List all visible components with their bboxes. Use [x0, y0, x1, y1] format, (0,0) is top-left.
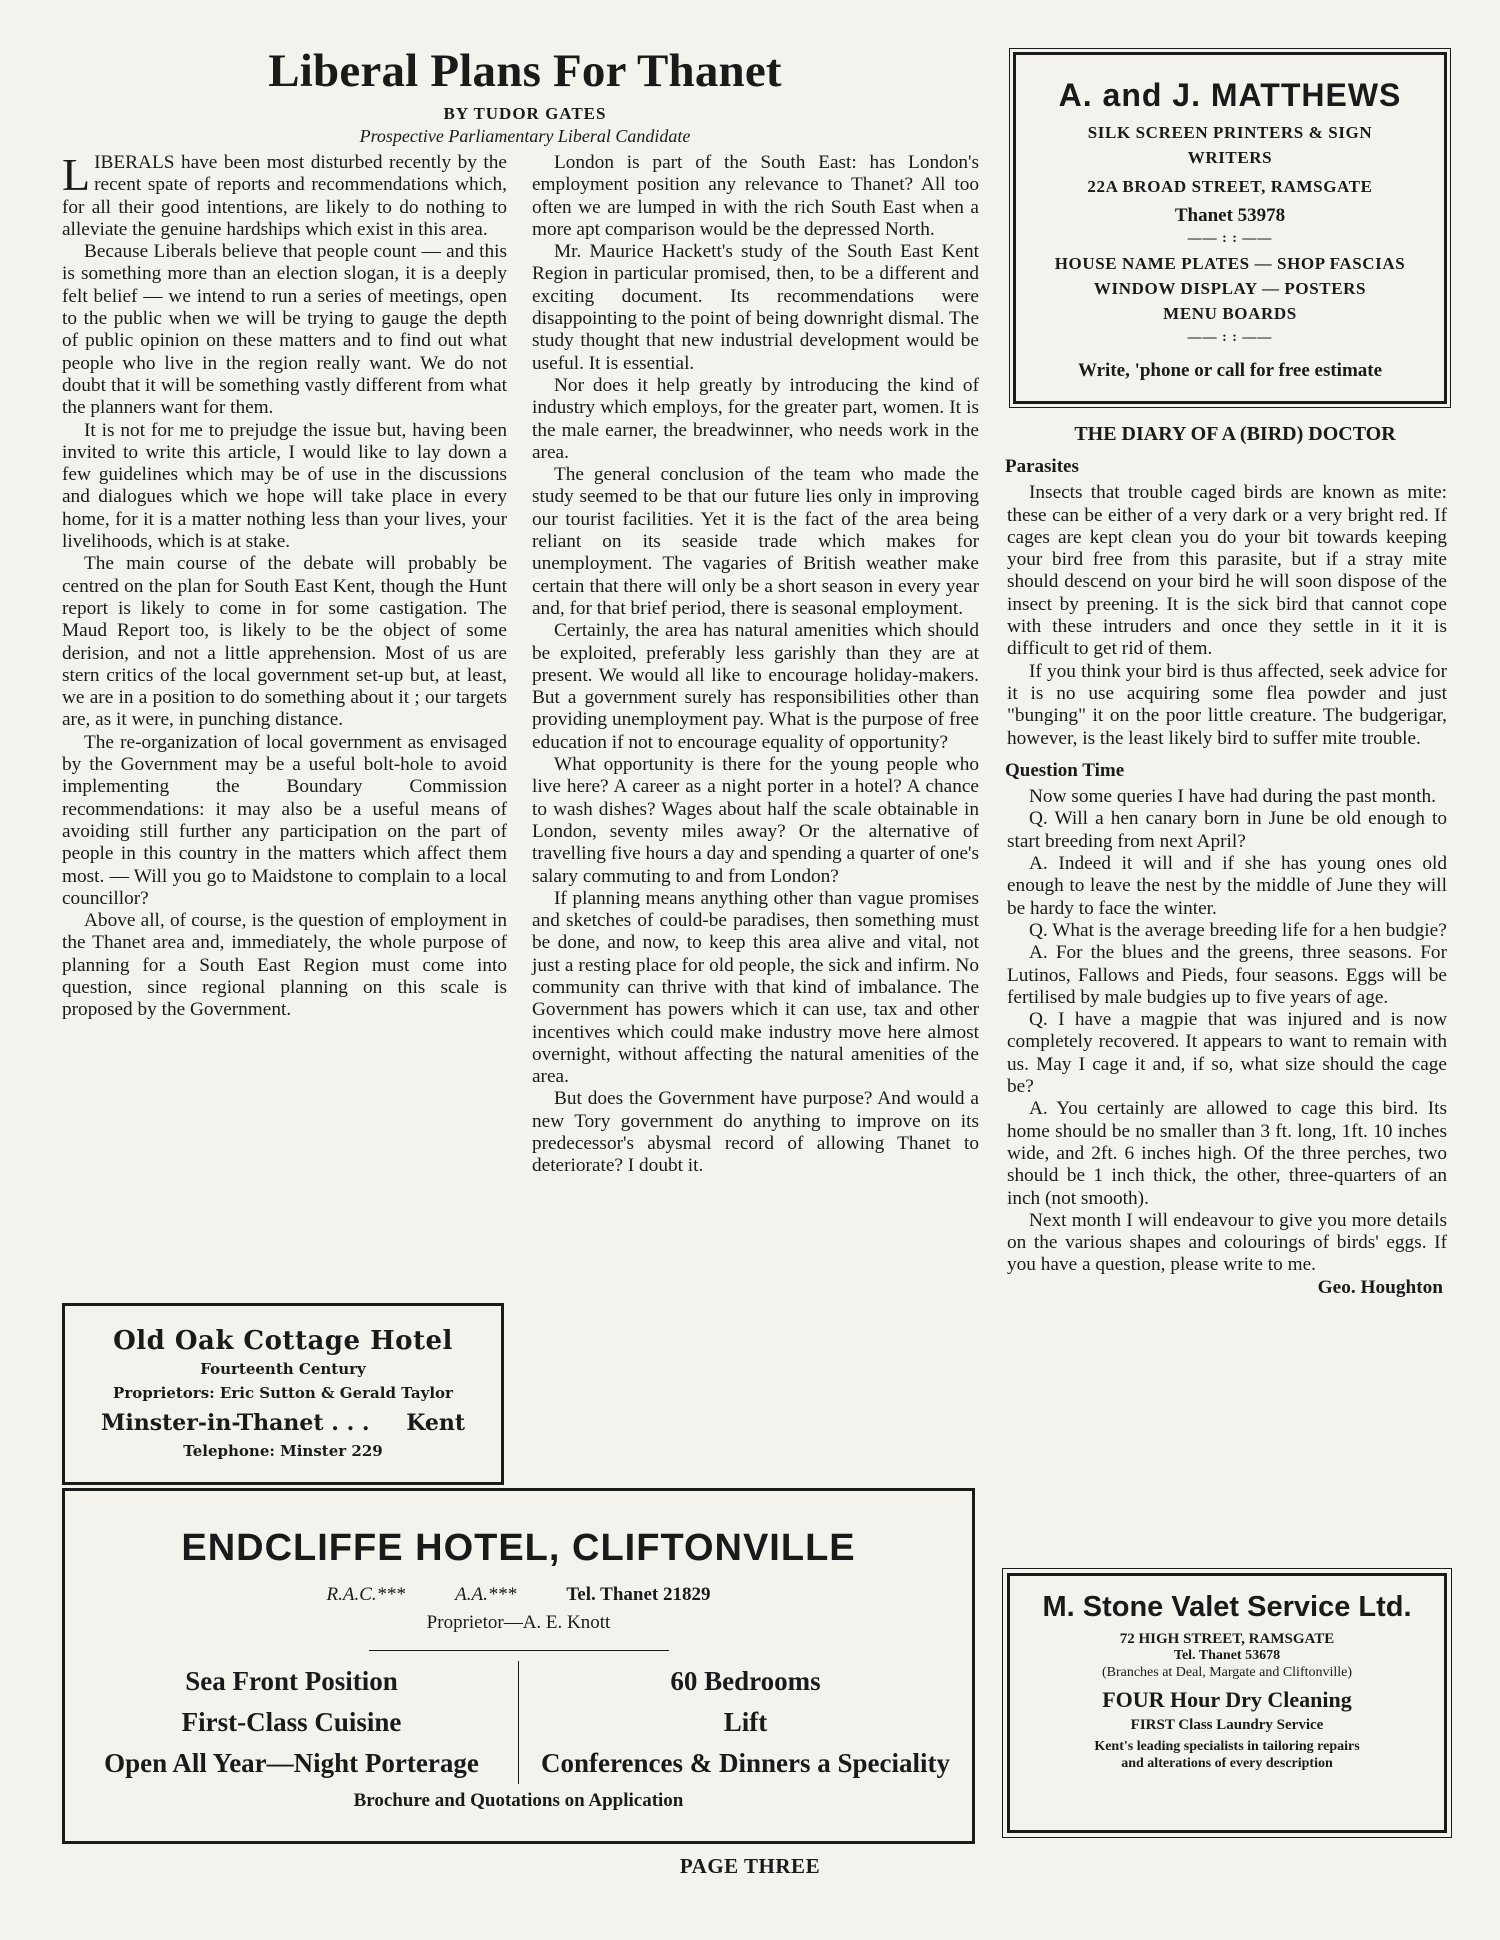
diary-answer: A. Indeed it will and if she has young ones old enough to leave the nest by the middle of June they will be hardy to face the winter.	[1007, 853, 1447, 919]
diary-question: Q. Will a hen canary born in June be old enough to start breeding from next April?	[1007, 808, 1447, 852]
endcliffe-advert	[62, 1488, 975, 1844]
advert-name: M. Stone Valet Service Ltd.	[1042, 1591, 1412, 1623]
advert-telephone: Tel. Thanet 21829	[566, 1584, 711, 1605]
advert-service: FIRST Class Laundry Service	[1130, 1717, 1324, 1733]
advert-features	[65, 1661, 972, 1784]
advert-telephone: Tel. Thanet 53678	[1173, 1648, 1281, 1663]
advert-specialism: Kent's leading specialists in tailoring repairs and alterations of every description	[1094, 1739, 1360, 1771]
article-paragraph: The re-organization of local government as envisaged by the Government may be a useful bolt-hole to avoid implementing the Boundary Commission recommendations: it may also be a useful means of avoiding still further any participation on the part of people in this country in the matters which affect them most. — Will you go to Maidstone to complain to a local councillor?	[62, 731, 507, 909]
page-number: PAGE THREE	[679, 1854, 821, 1878]
diary-paragraph: Insects that trouble caged birds are known as mite: these can be either of a very dark or a very bright red. If cages are kept clean you do your bit towards keeping your bird free from this parasite, but if a stray mite should descend on your bird he will soon dispose of the insect by preening. It is the sick bird that cannot cope with these intruders and once they settle in it it is difficult to get rid of them.	[1007, 482, 1447, 660]
diary-signature: Geo. Houghton	[1317, 1276, 1443, 1298]
divider	[369, 1650, 669, 1651]
article-column-1	[62, 149, 507, 1022]
advert-proprietors: Proprietors: Eric Sutton & Gerald Taylor	[113, 1384, 453, 1402]
matthews-advert	[1013, 52, 1447, 404]
diary-answer: A. You certainly are allowed to cage this bird. Its home should be no smaller than 3 ft. long, 1ft. 10 inches wide, and 2ft. 6 inches high. Of the three perches, two should be 1 inch thick, the other, three-quarters of an inch (not smooth).	[1007, 1098, 1447, 1209]
article-paragraph: If planning means anything other than vague promises and sketches of could-be paradises, then something must be done, and now, to keep this area alive and vital, not just a resting place for old people, the sick and infirm. No community can thrive with that kind of imbalance. The Government has powers which it can use, tax and other incentives which could make industry move here almost overnight, without affecting the natural amenities of the area.	[532, 887, 979, 1088]
article-author-role: Prospective Parliamentary Liberal Candidate	[359, 126, 691, 146]
feature-item: Conferences & Dinners a Speciality	[541, 1748, 950, 1778]
article-paragraph: Because Liberals believe that people count — and this is something more than an election slogan, it is a deeply felt belief — we intend to run a series of meetings, open to the public when we will be trying to gauge the depth of public opinion on these matters and to find out what people who live in the region really want. We do not doubt that it will be something vastly different from what the planners want for them.	[62, 241, 507, 419]
advert-line: SILK SCREEN PRINTERS & SIGN	[1087, 123, 1373, 142]
advert-address: 72 HIGH STREET, RAMSGATE	[1119, 1631, 1335, 1647]
advert-headline-service: FOUR Hour Dry Cleaning	[1102, 1687, 1352, 1712]
article-paragraph: It is not for me to prejudge the issue but, having been invited to write this article, I would like to lay down a few guidelines which may be of use in the discussions and dialogues which we hope will take place in every home, for it is a matter nothing less than your lives, your livelihoods, which is at stake.	[62, 419, 507, 553]
article-title: Liberal Plans For Thanet	[268, 45, 782, 97]
diary-paragraph: If you think your bird is thus affected, seek advice for it is no use acquiring some flea powder and just "bunging" it on the poor little creature. The budgerigar, however, is the least likely bird to suffer mite trouble.	[1007, 660, 1447, 749]
article-column-2	[532, 152, 979, 1178]
advert-place-left: Minster-in-Thanet . . .	[101, 1410, 370, 1436]
article-paragraph: The general conclusion of the team who made the study seemed to be that our future lies only in improving our tourist facilities. Yet it is the fact of the area being reliant on its seaside trade which makes for unemployment. The vagaries of British weather make certain that there will only be a short season in every year and, for that brief period, there is seasonal employment.	[532, 464, 979, 619]
features-left	[65, 1661, 519, 1784]
advert-separator: —— : : ——	[1187, 330, 1273, 345]
stone-valet-advert	[1007, 1573, 1447, 1833]
advert-address: 22A BROAD STREET, RAMSGATE	[1087, 177, 1373, 196]
advert-branches: (Branches at Deal, Margate and Cliftonville)	[1101, 1665, 1353, 1680]
feature-item: Sea Front Position	[185, 1666, 398, 1696]
advert-telephone: Telephone: Minster 229	[183, 1442, 383, 1460]
advert-ratings	[65, 1584, 972, 1606]
advert-proprietor: Proprietor—A. E. Knott	[426, 1612, 611, 1633]
advert-century: Fourteenth Century	[200, 1360, 366, 1378]
aa-rating: A.A.***	[455, 1584, 517, 1605]
article-paragraph: The main course of the debate will probably be centred on the plan for South East Kent, though the Hunt report is likely to come in for some castigation. The Maud Report too, is likely to be the object of some derision, and not a little apprehension. Most of us are stern critics of the local government set-up but, at least, we are in a position to do something about it ; our targets are, as it were, in punching distance.	[62, 553, 507, 731]
advert-services: HOUSE NAME PLATES — SHOP FASCIAS	[1054, 254, 1406, 273]
diary-question: Q. What is the average breeding life for a hen budgie?	[1029, 919, 1447, 941]
diary-column	[1007, 446, 1447, 1299]
advert-footer: Brochure and Quotations on Application	[353, 1790, 684, 1811]
feature-item: Lift	[723, 1707, 768, 1737]
article-byline: BY TUDOR GATES	[443, 104, 607, 123]
article-paragraph: Mr. Maurice Hackett's study of the South East Kent Region in particular promised, then, to be a different and exciting document. Its recommendations were disappointing to the point of being downright dismal. The study thought that new industrial development would be useful. It is essential.	[532, 241, 979, 374]
diary-paragraph: Now some queries I have had during the past month.	[1029, 786, 1436, 808]
rac-rating: R.A.C.***	[326, 1584, 406, 1605]
diary-title: THE DIARY OF A (BIRD) DOCTOR	[1074, 423, 1396, 445]
advert-services: MENU BOARDS	[1163, 304, 1297, 323]
article-paragraph: Nor does it help greatly by introducing the kind of industry which employs, for the greater part, women. It is the male earner, the breadwinner, who needs work in the area.	[532, 374, 979, 463]
diary-answer: A. For the blues and the greens, three seasons. For Lutinos, Fallows and Pieds, four seasons. Eggs will be fertilised by male budgies up to five years of age.	[1007, 942, 1447, 1008]
advert-line: WRITERS	[1187, 148, 1273, 167]
advert-separator: —— : : ——	[1187, 231, 1273, 246]
advert-place-right: Kent	[406, 1410, 465, 1436]
feature-item: Open All Year—Night Porterage	[104, 1748, 479, 1778]
diary-paragraph: Next month I will endeavour to give you more details on the various shapes and colourings of birds' eggs. If you have a question, please write to me.	[1007, 1209, 1447, 1276]
drop-cap: L	[62, 149, 91, 200]
advert-place	[65, 1410, 501, 1436]
diary-question: Q. I have a magpie that was injured and is now completely recovered. It appears to want to remain with us. May I cage it and, if so, what size should the cage be?	[1007, 1009, 1447, 1098]
feature-item: First-Class Cuisine	[181, 1707, 402, 1737]
article-paragraph: London is part of the South East: has London's employment position any relevance to Thanet? All too often we are lumped in with the rich South East when a more apt comparison would be the depressed North.	[532, 152, 979, 240]
advert-call-to-action: Write, 'phone or call for free estimate	[1077, 360, 1383, 381]
advert-name: ENDCLIFFE HOTEL, CLIFTONVILLE	[181, 1527, 856, 1569]
article-paragraph: But does the Government have purpose? And would a new Tory government do anything to improve on its predecessor's abysmal record of allowing Thanet to deteriorate? I doubt it.	[532, 1088, 979, 1177]
diary-subheading: Question Time	[1005, 759, 1125, 781]
article-paragraph: What opportunity is there for the young people who live here? A career as a night porter in a hotel? A chance to wash dishes? Wages about half the scale obtainable in London, seventy miles away? Or the alternative of travelling five hours a day and spending a quarter of one's salary commuting to and from London?	[532, 754, 979, 887]
feature-item: 60 Bedrooms	[670, 1666, 821, 1696]
advert-name: Old Oak Cottage Hotel	[113, 1326, 453, 1356]
diary-subheading: Parasites	[1005, 456, 1079, 477]
article-paragraph: LIBERALS have been most disturbed recently by the recent spate of reports and recommendations which, for all their good intentions, are likely to do nothing to alleviate the genuine hardships which exist in this area.	[62, 149, 507, 240]
article-paragraph: Certainly, the area has natural amenities which should be exploited, preferably less garishly than they are at present. We would all like to encourage holiday-makers. But a government surely has responsibilities other than providing unemployment pay. What is the purpose of free education if not to encourage equality of opportunity?	[532, 620, 979, 753]
old-oak-advert	[62, 1303, 504, 1485]
article-header	[60, 42, 990, 147]
article-paragraph: Above all, of course, is the question of employment in the Thanet area and, immediately, the whole purpose of planning for a South East Region must come into question, since regional planning on this scale is proposed by the Government.	[62, 910, 507, 1021]
features-right	[519, 1661, 972, 1784]
advert-services: WINDOW DISPLAY — POSTERS	[1093, 279, 1367, 298]
advert-name: A. and J. MATTHEWS	[1058, 77, 1402, 113]
advert-telephone: Thanet 53978	[1174, 205, 1286, 226]
